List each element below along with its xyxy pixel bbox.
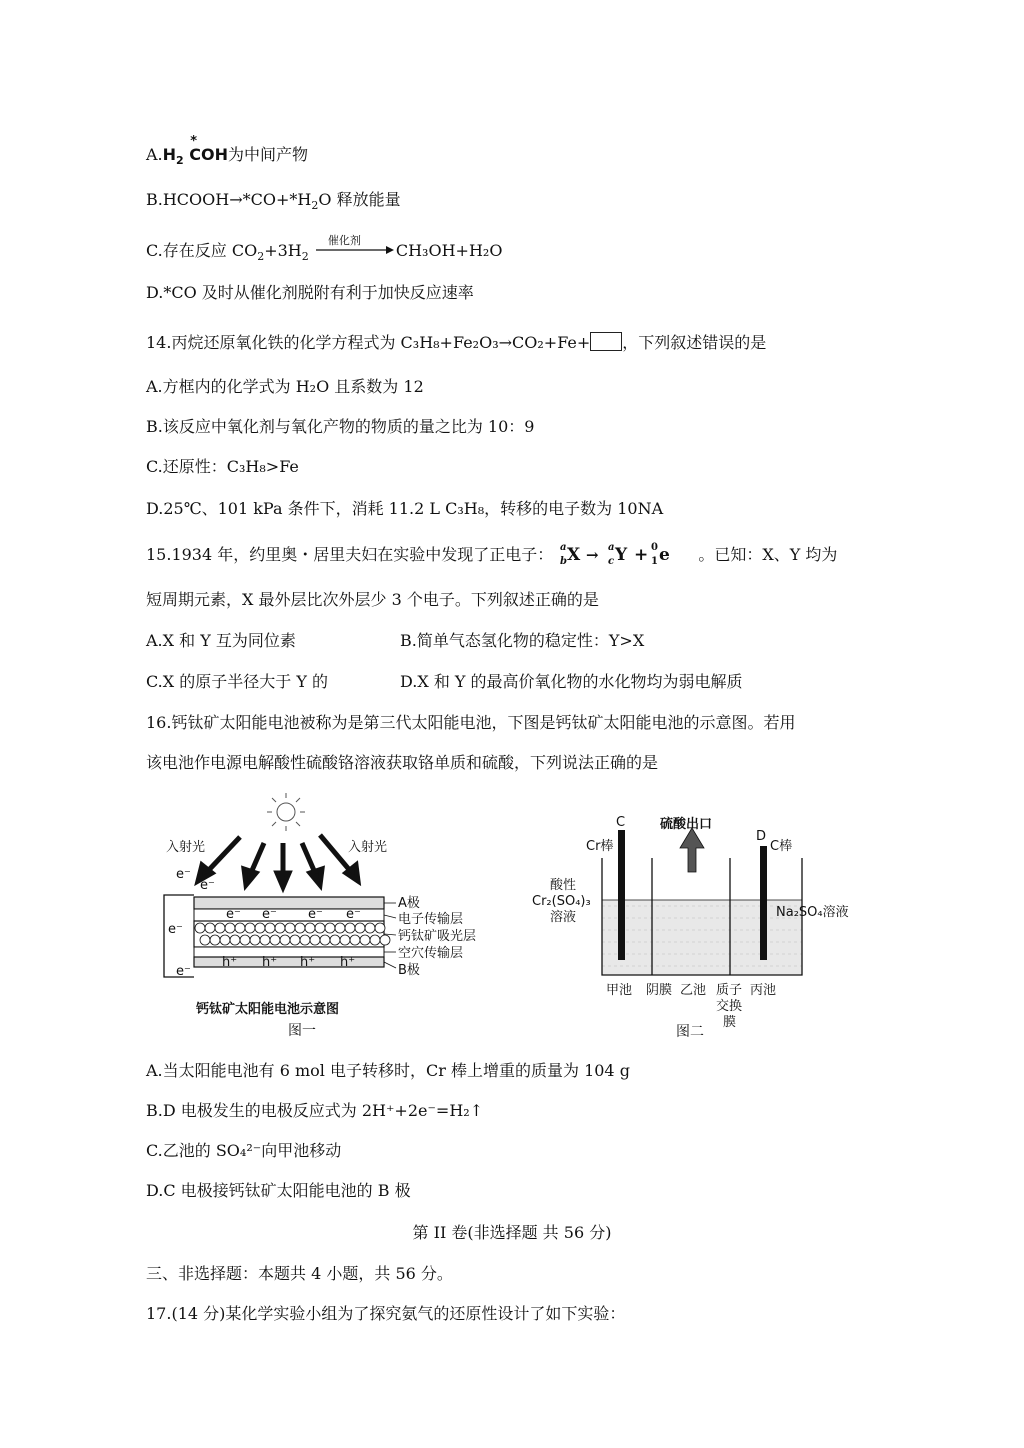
blank-box bbox=[590, 332, 622, 351]
absorber-particle bbox=[220, 935, 230, 945]
q17-stem: 17.(14 分)某化学实验小组为了探究氨气的还原性设计了如下实验： bbox=[146, 1304, 626, 1323]
absorber-particle bbox=[270, 935, 280, 945]
absorber-particle bbox=[310, 935, 320, 945]
label-d: D bbox=[756, 829, 767, 844]
membrane-proton-label: 交换 bbox=[716, 999, 743, 1014]
absorber-particle bbox=[275, 923, 285, 933]
absorber-particle bbox=[290, 935, 300, 945]
hole-label: h⁺ bbox=[340, 955, 356, 970]
electron-in-layer: e⁻ bbox=[226, 907, 241, 922]
cell-jia-label: 甲池 bbox=[606, 983, 633, 998]
absorber-particle bbox=[335, 923, 345, 933]
figure-2-caption: 图二 bbox=[676, 1024, 704, 1040]
svg-text:+: + bbox=[634, 545, 649, 565]
cell-bing-label: 丙池 bbox=[750, 983, 777, 998]
q16-stem-line1: 16.钙钛矿太阳能电池被称为是第三代太阳能电池，下图是钙钛矿太阳能电池的示意图。若用 bbox=[146, 713, 796, 732]
svg-text:X: X bbox=[567, 545, 581, 565]
svg-text:e: e bbox=[659, 545, 671, 565]
q14-option-d: D.25℃、101 kPa 条件下，消耗 11.2 L C₃H₈，转移的电子数为 10NA bbox=[146, 499, 664, 518]
q16-option-c: C.乙池的 SO₄²⁻向甲池移动 bbox=[146, 1141, 342, 1160]
part2-section-heading: 三、非选择题：本题共 4 小题，共 56 分。 bbox=[146, 1264, 453, 1283]
absorber-particle bbox=[300, 935, 310, 945]
left-solution-label: Cr₂(SO₄)₃ bbox=[532, 894, 591, 909]
q15-option-d: D.X 和 Y 的最高价氧化物的水化物均为弱电解质 bbox=[400, 672, 743, 691]
absorber-particle bbox=[355, 923, 365, 933]
c-rod bbox=[760, 846, 767, 960]
absorber-particle bbox=[380, 935, 390, 945]
absorber-particle bbox=[200, 935, 210, 945]
layer-b-label: B极 bbox=[398, 963, 420, 978]
absorber-particle bbox=[345, 923, 355, 933]
absorber-particle bbox=[245, 923, 255, 933]
cell-yi-label: 乙池 bbox=[680, 983, 707, 998]
q15-stem: 15.1934 年，约里奥・居里夫妇在实验中发现了正电子： a b X → a c Y + 0 1 e 。已知：X、Y 均为 bbox=[146, 542, 838, 567]
absorber-particle bbox=[295, 923, 305, 933]
absorber-particle bbox=[255, 923, 265, 933]
absorber-particle bbox=[230, 935, 240, 945]
light-arrows bbox=[198, 835, 358, 887]
figure-2-electrolysis bbox=[530, 810, 860, 1045]
q15-option-a: A.X 和 Y 互为同位素 bbox=[146, 631, 296, 650]
svg-text:a: a bbox=[560, 542, 567, 553]
svg-text:Y: Y bbox=[615, 545, 628, 565]
electron-in-layer: e⁻ bbox=[262, 907, 277, 922]
svg-text:1: 1 bbox=[651, 556, 659, 567]
absorber-particle bbox=[360, 935, 370, 945]
hole-label: h⁺ bbox=[262, 955, 278, 970]
q16-option-b: B.D 电极发生的电极反应式为 2H⁺+2e⁻=H₂↑ bbox=[146, 1101, 484, 1120]
nuclear-equation bbox=[558, 540, 698, 568]
outlet-arrow-icon bbox=[680, 828, 704, 872]
layer-htl-label: 空穴传输层 bbox=[398, 946, 464, 961]
absorber-particle bbox=[285, 923, 295, 933]
absorber-particle bbox=[325, 923, 335, 933]
svg-text:→: → bbox=[586, 546, 599, 564]
q13-option-c: C.存在反应 $CO_2+3H_2$ 催化剂 CH₃OH+H₂O bbox=[146, 234, 503, 264]
hole-label: h⁺ bbox=[222, 955, 238, 970]
q13-option-a: $A.H_2$ * COH为中间产物 bbox=[146, 134, 309, 168]
absorber-particle bbox=[260, 935, 270, 945]
absorber-particle bbox=[340, 935, 350, 945]
incident-light-left-label: 入射光 bbox=[166, 840, 206, 855]
membrane-yin-label: 阴膜 bbox=[646, 983, 673, 998]
absorber-particle bbox=[240, 935, 250, 945]
q15-stem-line2: 短周期元素，X 最外层比次外层少 3 个电子。下列叙述正确的是 bbox=[146, 590, 599, 609]
solution bbox=[602, 900, 802, 975]
figure-1-caption: 图一 bbox=[288, 1023, 316, 1039]
part2-title: 第 II 卷(非选择题 共 56 分) bbox=[412, 1223, 612, 1242]
svg-text:a: a bbox=[608, 542, 615, 553]
label-c: C bbox=[616, 815, 626, 830]
absorber-particle bbox=[210, 935, 220, 945]
right-solution-label: Na₂SO₄溶液 bbox=[776, 905, 849, 920]
hole-label: h⁺ bbox=[300, 955, 316, 970]
q14-stem: 14.丙烷还原氧化铁的化学方程式为 C₃H₈+Fe₂O₃→CO₂+Fe+ ，下列叙述错误的是 bbox=[146, 333, 767, 352]
electron-label: e⁻ bbox=[168, 922, 183, 937]
absorber-particle bbox=[280, 935, 290, 945]
q16-stem-line2: 该电池作电源电解酸性硫酸铬溶液获取铬单质和硫酸，下列说法正确的是 bbox=[146, 753, 659, 772]
absorber-particle bbox=[370, 935, 380, 945]
electron-in-layer: e⁻ bbox=[346, 907, 361, 922]
left-solution-label: 酸性 bbox=[550, 878, 577, 893]
svg-text:c: c bbox=[608, 556, 615, 567]
absorber-particle bbox=[375, 923, 385, 933]
absorber-particle bbox=[330, 935, 340, 945]
cr-rod bbox=[618, 830, 625, 960]
absorber-particle bbox=[265, 923, 275, 933]
figure-1-title: 钙钛矿太阳能电池示意图 bbox=[196, 1002, 340, 1017]
electron-label: e⁻ bbox=[200, 878, 215, 893]
layer-etl-label: 电子传输层 bbox=[398, 912, 464, 927]
q14-option-c: C.还原性：C₃H₈>Fe bbox=[146, 457, 299, 476]
figure-1-solar-cell bbox=[150, 785, 480, 1045]
absorber-particle bbox=[350, 935, 360, 945]
q16-option-d: D.C 电极接钙钛矿太阳能电池的 B 极 bbox=[146, 1181, 411, 1200]
incident-light-right-label: 入射光 bbox=[348, 840, 388, 855]
electron-label: e⁻ bbox=[176, 964, 191, 979]
layer-a-label: A极 bbox=[398, 896, 420, 911]
membrane-proton-label: 膜 bbox=[723, 1015, 737, 1030]
left-solution-label: 溶液 bbox=[550, 910, 577, 925]
svg-text:b: b bbox=[560, 556, 568, 567]
svg-text:0: 0 bbox=[651, 542, 659, 553]
membrane-proton-label: 质子 bbox=[716, 983, 743, 998]
q16-option-a: A.当太阳能电池有 6 mol 电子转移时，Cr 棒上增重的质量为 104 g bbox=[146, 1061, 630, 1080]
absorber-particle bbox=[305, 923, 315, 933]
absorber-particle bbox=[195, 923, 205, 933]
absorber-particle bbox=[205, 923, 215, 933]
q13-option-b: $B.HCOOH\to*CO+*H_2O$ 释放能量 bbox=[146, 190, 401, 213]
sun-icon bbox=[267, 793, 305, 831]
absorber-particle bbox=[235, 923, 245, 933]
q13-option-d: D.*CO 及时从催化剂脱附有利于加快反应速率 bbox=[146, 283, 474, 302]
absorber-particle bbox=[215, 923, 225, 933]
formula-h2coh: $H_2$ * COH bbox=[162, 134, 228, 168]
electron-in-layer: e⁻ bbox=[308, 907, 323, 922]
c-rod-label: C棒 bbox=[770, 839, 793, 854]
q15-option-c: C.X 的原子半径大于 Y 的 bbox=[146, 672, 328, 691]
outlet-label: 硫酸出口 bbox=[660, 817, 713, 832]
q14-option-b: B.该反应中氧化剂与氧化产物的物质的量之比为 10：9 bbox=[146, 417, 535, 436]
absorber-particle bbox=[365, 923, 375, 933]
cr-rod-label: Cr棒 bbox=[586, 839, 614, 854]
layer-absorber-label: 钙钛矿吸光层 bbox=[398, 929, 477, 944]
q14-option-a: A.方框内的化学式为 H₂O 且系数为 12 bbox=[146, 377, 424, 396]
q15-option-b: B.简单气态氢化物的稳定性：Y>X bbox=[400, 631, 645, 650]
absorber-particle bbox=[225, 923, 235, 933]
absorber-particle bbox=[250, 935, 260, 945]
catalyst-arrow: 催化剂 bbox=[314, 238, 396, 258]
electron-label: e⁻ bbox=[176, 867, 191, 882]
absorber-particle bbox=[315, 923, 325, 933]
absorber-particle bbox=[320, 935, 330, 945]
